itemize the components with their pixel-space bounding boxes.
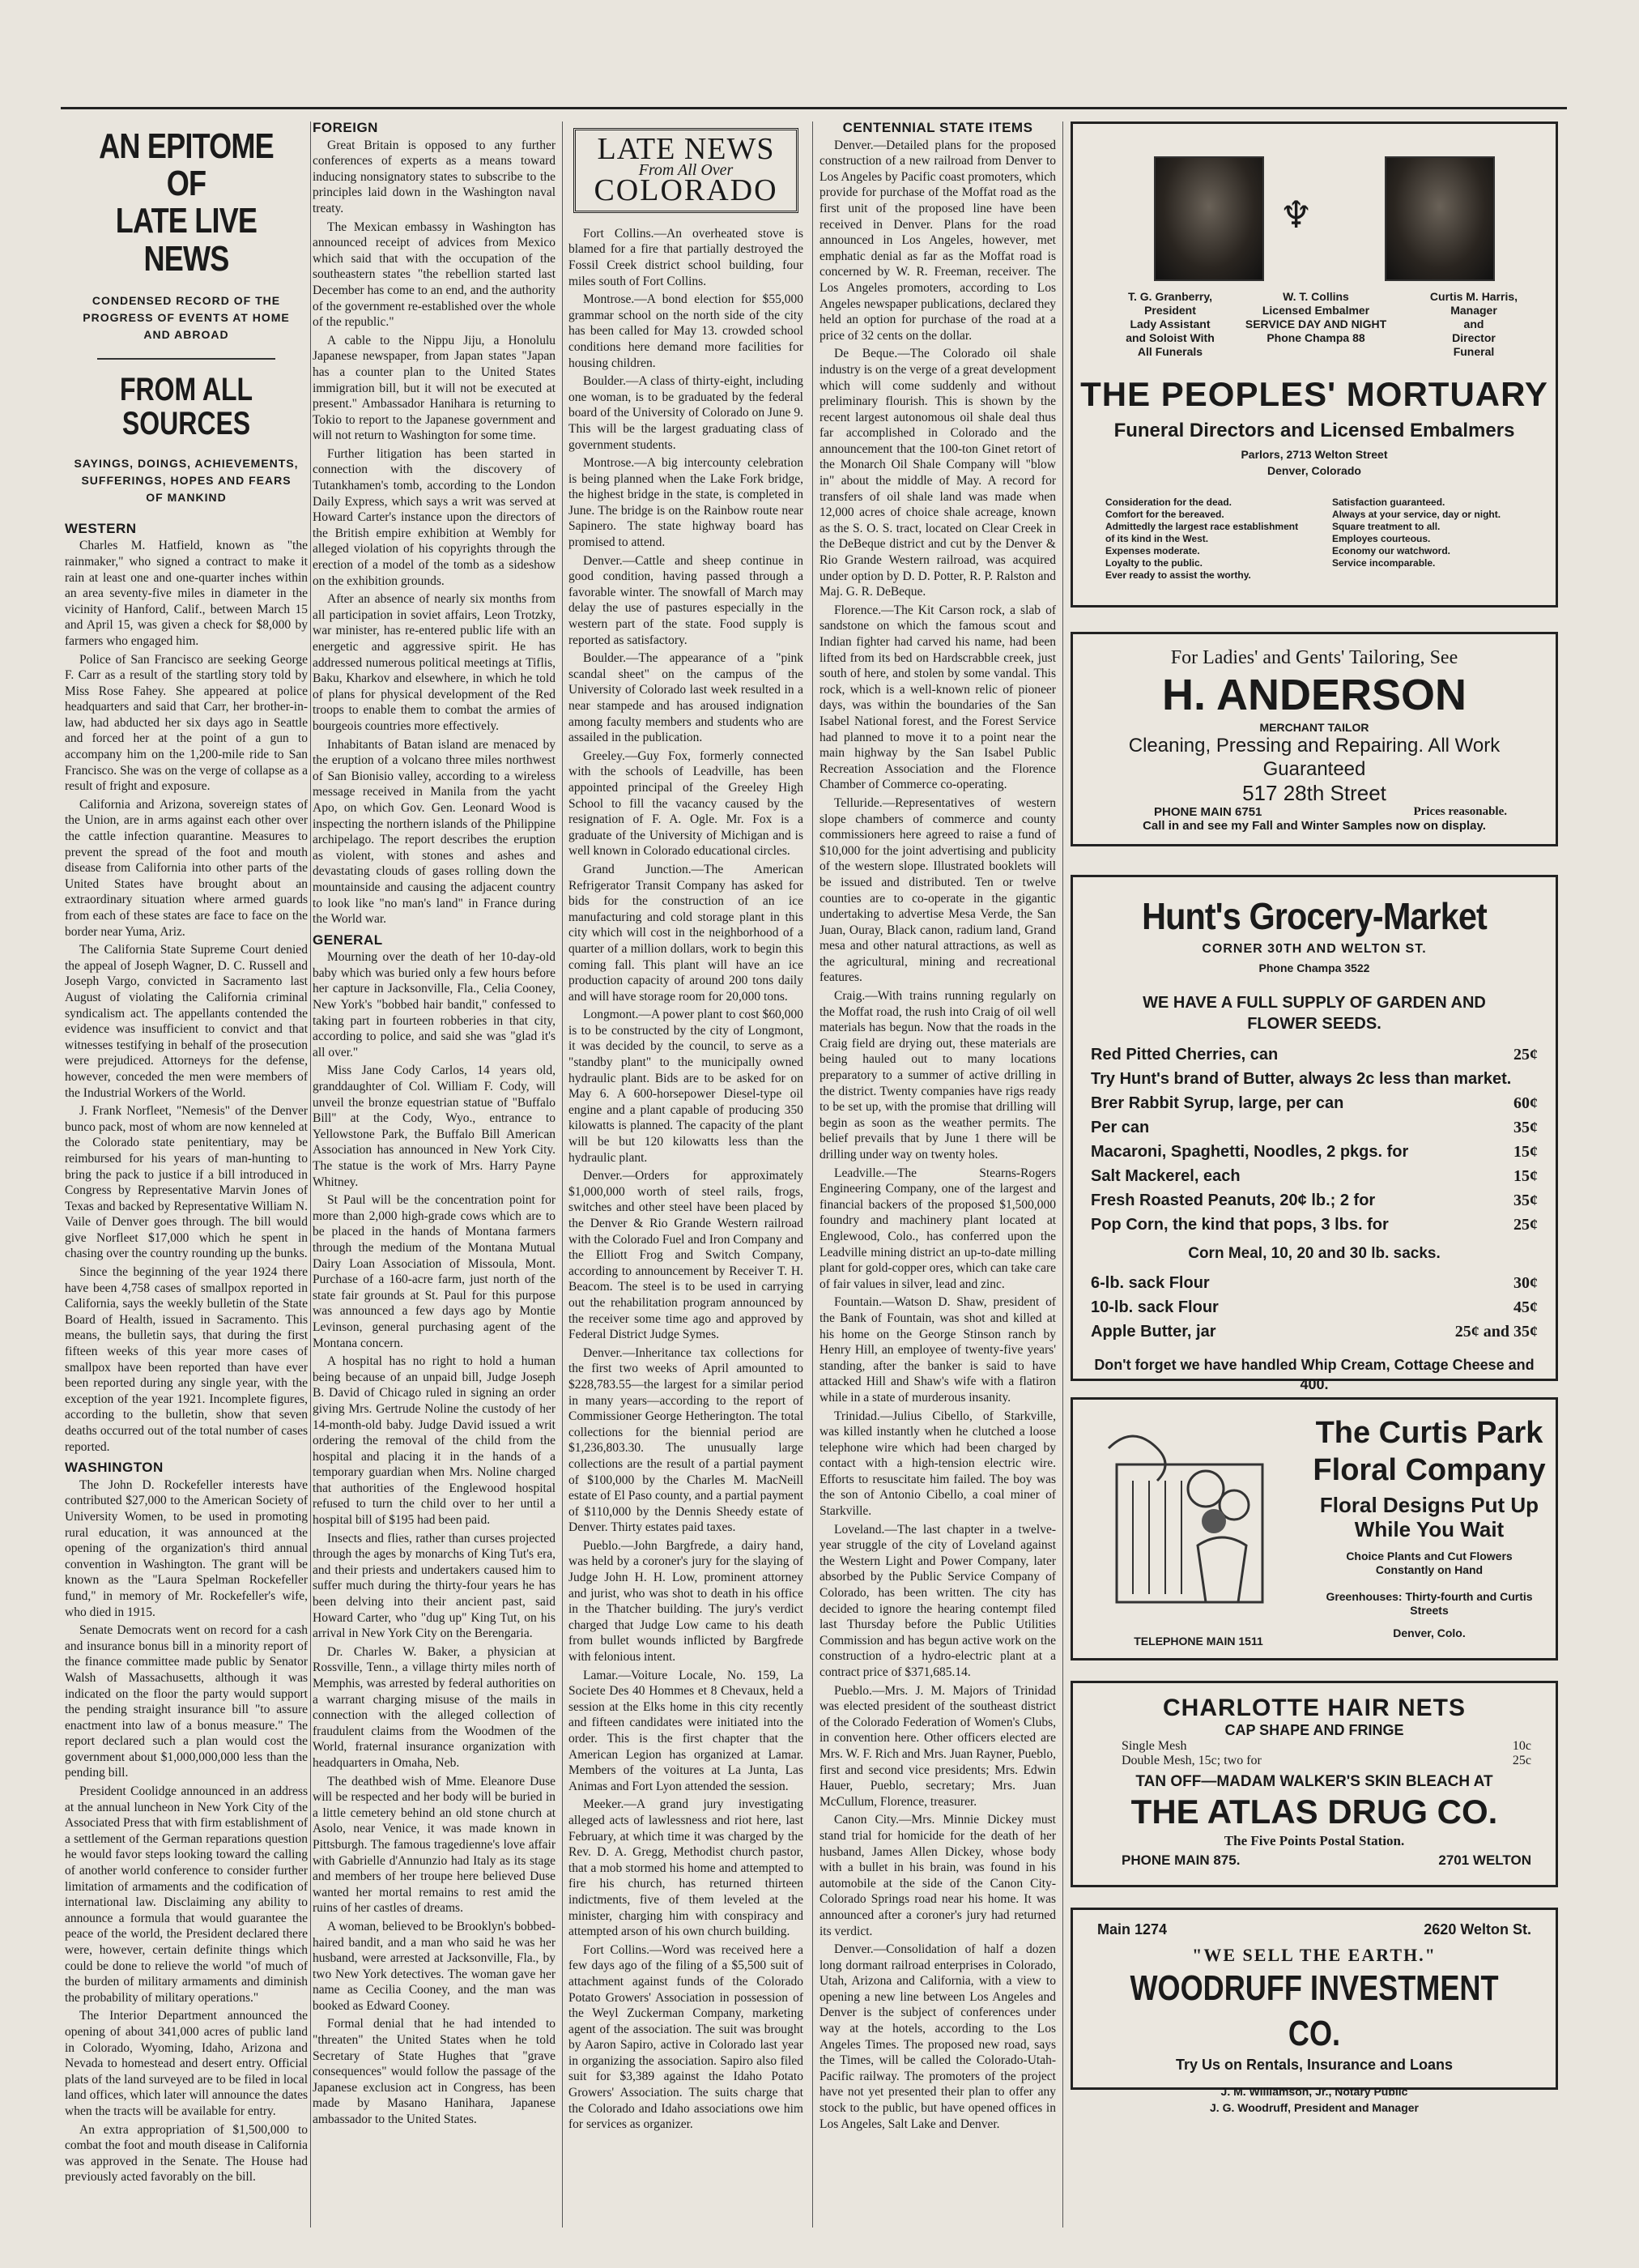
ad-peoples-mortuary xyxy=(1071,122,1558,608)
section-title-centennial: CENTENNIAL STATE ITEMS xyxy=(842,120,1033,135)
woodruff-slogan: "WE SELL THE EARTH." xyxy=(1192,1945,1437,1965)
article-paragraph: Leadville.—The Stearns-Rogers Engineering Company, one of the largest and financial backers of the proposed $1,500,000 foundry and machinery plant located at Englewood, Colo., has conferred upon the Leadville mining district an up-to-date milling plant for gold-copper ores, which can take care of fair values in silver, lead and zinc. xyxy=(820,1166,1056,1291)
article-paragraph: Telluride.—Representatives of western slope chambers of commerce and county commissioners here agreed to raise a fund of $10,000 for the joint advertising and publicity of the western slope. Illustrated booklets will be issued and distributed. Ten or twelve counties are to co-operate in the gigantic undertaking to advertise Mesa Verde, the San Juan, Ouray, Black canon, radium land, Grand mesa and other natural attractions, as well as the agricultural, mining and recreational features. xyxy=(820,795,1056,985)
hunts-supply: WE HAVE A FULL SUPPLY OF GARDEN AND FLOWER SEEDS. xyxy=(1143,994,1486,1033)
hunts-corner: CORNER 30TH AND WELTON ST. xyxy=(1202,942,1427,956)
woodruff-line: Try Us on Rentals, Insurance and Loans xyxy=(1175,2057,1454,2073)
ad-line: Satisfaction guaranteed. xyxy=(1332,497,1445,508)
item-name: Red Pitted Cherries, can xyxy=(1091,1046,1279,1064)
article-paragraph: Montrose.—A bond election for $55,000 grammar school on the north side of the city has been called for May 13. crowded school conditions here demand more facilities for housing children. xyxy=(568,292,803,370)
headline-2: FROM ALL SOURCES xyxy=(119,371,253,441)
article-paragraph: The California State Supreme Court denied the appeal of Joseph Wagner, D. C. Russell and Joseph Vargo, convicted in Sacramento last August of violating the California criminal syndicalism act. The appellants contended the evidence was insufficient to convict and that witnesses testifying in behalf of the prosecution were prejudiced. Attorneys for the defense, however, conceded the men were members of the Industrial Workers of the World. xyxy=(65,943,308,1100)
atlas-phone-row: PHONE MAIN 875. 2701 WELTON xyxy=(1122,1852,1531,1868)
ad-line: Ever ready to assist the worthy. xyxy=(1105,569,1251,581)
ad-line: Economy our watchword. xyxy=(1332,545,1451,556)
price-row xyxy=(1073,1295,1556,1319)
foreign-articles xyxy=(313,138,556,927)
western-articles xyxy=(65,538,308,1455)
article-paragraph: Craig.—With trains running regularly on the Moffat road, the rush into Craig of oil well materials has begun. Now that the roads in the Craig field are drying out, these materials are being hauled out to many locations preparatory to a summer of active drilling in the district. Twenty companies have rigs ready to be set up, with the promise that drilling will begin as soon as the weather permits. The belief prevails that by June 1 there will be drilling under way on twenty holes. xyxy=(820,989,1056,1162)
article-paragraph: Police of San Francisco are seeking George F. Carr as a result of the startling story told by Miss Rose Fahey. She appeared at police headquarters and said that Carr, her brother-in-law, had abducted her six days ago in Seattle and forced her at the point of a gun to accompany him on the 1,200-mile ride to San Francisco. She was on the verge of collapse as a result of fright and exposure. xyxy=(65,652,308,794)
article-paragraph: Denver.—Orders for approximately $1,000,000 worth of steel rails, frogs, switches and other steel have been placed by the Denver & Rio Grande Western railroad with the Colorado Fuel and Iron Company and the Elliott Frog and Switch Company, according to announcement by Receiver T. H. Beacom. The steel is to be used in carrying out the rehabilitation program announced by the receiver some time ago and approved by Federal District Judge Symes. xyxy=(568,1169,803,1342)
hunts-footer: Don't forget we have handled Whip Cream, Cottage Cheese and 400. xyxy=(1094,1357,1535,1392)
price-row xyxy=(1073,1188,1556,1213)
price-row xyxy=(1073,1067,1556,1091)
article-paragraph: Further litigation has been started in connection with the discovery of Tutankhamen's tomb, according to the London Daily Express, which says a writ was served at Howard Carter's instance upon the directors of the British empire exhibition at Wembly for alleged violation of his copyrights through the erection of a model of the tomb as a sideshow on the exhibition grounds. xyxy=(313,446,556,588)
article-paragraph: The John D. Rockefeller interests have contributed $27,000 to the American Society of University Women, to be used in promoting rural education, it was announced at the opening of the organization's third annual convention in Washington. The grant will be known as the "Laura Spelman Rockefeller fund," in memory of Mr. Rockefeller's wife, who died in 1915. xyxy=(65,1477,308,1619)
price-row xyxy=(1073,1115,1556,1140)
mortuary-address-2: Denver, Colorado xyxy=(1267,464,1361,477)
item-price: 25¢ and 35¢ xyxy=(1454,1323,1538,1341)
article-paragraph: Insects and flies, rather than curses projected through the ages by monarchs of King Tut's era, and their priests and undertakers caused him to suffer much during the thirty-four years he has been delving into their ancient past, said Howard Carter, who "dug up" King Tut, on his arrival in New York City on the Berengaria. xyxy=(313,1531,556,1641)
section-title-washington: WASHINGTON xyxy=(65,1460,164,1476)
column-3 xyxy=(568,120,803,2242)
general-articles xyxy=(313,949,556,2127)
mortuary-list-right xyxy=(1332,497,1535,569)
article-paragraph: Since the beginning of the year 1924 there have been 4,758 cases of smallpox reported in California, says the weekly bulletin of the State Board of Health, issued in Sacramento. This means, the bulletin says, that during the first fifteen weeks of this year more cases of smallpox have been reported than have ever been reported during any single year, with the exception of the year 1921. Incomplete figures, according to the bulletin, show that seven deaths occurred out of the total number of cases reported. xyxy=(65,1265,308,1454)
anderson-line-2: Cleaning, Pressing and Repairing. All Work xyxy=(1128,735,1501,757)
anderson-role: MERCHANT TAILOR xyxy=(1259,721,1369,734)
article-paragraph: St Paul will be the concentration point for more than 2,000 high-grade cows which are to be placed in the hands of Montana farmers through the medium of the Montana Mutual Dairy Loan Association of Missoula, Mont. Purchase of a 160-acre farm, just north of the state fair grounds at St. Paul for this purpose was announced a few days ago by Montie Levinson, general purchasing agent of the Montana concern. xyxy=(313,1193,556,1350)
item-name: Macaroni, Spaghetti, Noodles, 2 pkgs. for xyxy=(1091,1143,1409,1161)
article-paragraph: Meeker.—A grand jury investigating alleged acts of lawlessness and riot here, last February, at which time it was charged by the Rev. D. A. Gregg, Methodist church pastor, that a mob stormed his home and attempted to fire his church, has returned thirteen indictments, five of them leveled at the minister, charging him with conspiracy and attempted arson of his own church building. xyxy=(568,1797,803,1939)
portrait-photo xyxy=(1385,156,1495,281)
article-paragraph: A cable to the Nippu Jiju, a Honolulu Japanese newspaper, from Japan states "Japan has a counter plan to the United States immigration bill, but it will not be executed at present." Ambassador Hanihara is returning to Tokio to report to the Japanese government and will not return to Washington for some time. xyxy=(313,333,556,443)
hunts-phone: Phone Champa 3522 xyxy=(1258,961,1370,974)
article-paragraph: Denver.—Consolidation of half a dozen long dormant railroad enterprises in Colorado, Utah, Arizona and California, with a view to opening a new line between Los Angeles and Denver is the subject of conferences under way at the hotels, according to the Los Angeles Times. The proposed new road, says the Times, will be called the Colorado-Utah-Pacific railway. The promoters of the project have not yet presented their plan to offer any stock to the public, but have opened offices in Los Angeles, Salt Lake and Denver. xyxy=(820,1942,1056,2131)
colorado-articles xyxy=(568,226,803,2133)
article-paragraph: Pueblo.—John Bargfrede, a dairy hand, was held by a coroner's jury for the slaying of Judge John H. H. Low, prominent attorney and jurist, who was shot to death in his office in the Thatcher building. The jury's verdict charged that Judge Low came to his death from bullet wounds inflicted by Bargfrede with felonious intent. xyxy=(568,1538,803,1665)
woodruff-person-2: J. G. Woodruff, President and Manager xyxy=(1210,2101,1419,2114)
anderson-name: H. ANDERSON xyxy=(1161,671,1467,719)
anderson-phone-row: PHONE MAIN 6751 Prices reasonable. xyxy=(1154,805,1507,819)
ad-woodruff-investment xyxy=(1071,1908,1558,2114)
atlas-hairnets-sub: CAP SHAPE AND FRINGE xyxy=(1224,1722,1404,1738)
item-name: Pop Corn, the kind that pops, 3 lbs. for xyxy=(1091,1216,1389,1234)
article-paragraph: Montrose.—A big intercounty celebration is being planned when the Lake Fork bridge, the highest bridge in the state, is completed in June. The bridge is on the Rainbow route near Sapinero. The state highway board has promised to attend. xyxy=(568,456,803,550)
article-paragraph: Loveland.—The last chapter in a twelve-year struggle of the city of Loveland against the Western Light and Power Company, later absorbed by the Public Service Company of Colorado, has been written. The city has decided to ignore the hearing contempt filed last Thursday before the Public Utilities Commission and has begun active work on the construction of a hydro-electric plant at a contract price of $371,685.14. xyxy=(820,1522,1056,1679)
mortuary-title: THE PEOPLES' MORTUARY xyxy=(1080,375,1548,413)
woodruff-top-row: Main 1274 2620 Welton St. xyxy=(1097,1921,1531,1938)
floral-title: The Curtis Park Floral Company xyxy=(1313,1416,1546,1487)
floral-city: Denver, Colo. xyxy=(1393,1626,1466,1639)
flower-vase-illustration-icon xyxy=(1084,1416,1295,1626)
late-news-title: LATE NEWS xyxy=(597,132,775,166)
washington-articles xyxy=(65,1477,308,2185)
top-rule xyxy=(61,107,1567,109)
article-paragraph: Miss Jane Cody Carlos, 14 years old, granddaughter of Col. William F. Cody, will unveil the bronze equestrian statue of "Buffalo Bill" at the Cody, Wyo., entrance to Yellowstone Park, the Buffalo Bill American Association has announced in New York City. The statue is the work of Mrs. Harry Payne Whitney. xyxy=(313,1064,556,1189)
price-row xyxy=(1073,1091,1556,1115)
section-title-general: GENERAL xyxy=(313,932,383,948)
article-paragraph: Canon City.—Mrs. Minnie Dickey must stand trial for homicide for the death of her husband, James Allen Dickey, whose body with a bullet in his brain, was found in his automobile at the side of the Canon City-Colorado Springs road near his home. It was announced after a coroner's jury had returned its verdict. xyxy=(820,1813,1056,1938)
item-name: Apple Butter, jar xyxy=(1091,1323,1216,1341)
article-paragraph: Longmont.—A power plant to cost $60,000 is to be constructed by the city of Longmont, it was decided by the council, to serve as a "standby plant" to the municipally owned hydraulic plant. Bids are to be asked for on May 6. A 600-horsepower Diesel-type oil engine and a plant capable of producing 350 kilowatts is planned. The capacity of the plant will be but 120 kilowatts less than the hydraulic plant. xyxy=(568,1008,803,1165)
centennial-articles xyxy=(820,138,1056,2133)
article-paragraph: The Mexican embassy in Washington has announced receipt of advices from Mexico which said that with the occupation of the southeastern states "the rebellion started last December has come to an end, and the authority of the government re-established over the whole of the republic." xyxy=(313,220,556,330)
article-paragraph: Denver.—Detailed plans for the proposed construction of a new railroad from Denver to Los Angeles by Pacific coast promoters, which provide for purchase of the Moffat road as the first unit of the proposed line have been received in Denver. Plans for the road announced in Los Angeles, however, met emphatic denial as far as the Moffat road is concerned by W. R. Freeman, receiver. The Los Angeles promoters, according to Los Angeles newspaper publications, declared they held an option for purchase of the road at a price of 32 cents on the dollar. xyxy=(820,138,1056,343)
atlas-hairnets-title: CHARLOTTE HAIR NETS xyxy=(1163,1695,1466,1721)
article-paragraph: Formal denial that he had intended to "threaten" the United States when he told Secretary of State Hughes that "grave consequences" would follow the passage of the Japanese exclusion act in Congress, has been made by Masano Hanihara, Japanese ambassador to the United States. xyxy=(313,2017,556,2127)
headline xyxy=(87,128,286,278)
late-news-state: COLORADO xyxy=(594,173,778,208)
atlas-single-row: Single Mesh 10c xyxy=(1122,1739,1531,1753)
article-paragraph: Senate Democrats went on record for a cash and insurance bonus bill in a minority report of the finance committee made public by Senator Walsh of Massachusetts, although it was indicated on the floor the party would support the pending straight insurance bill "to assure enactment into law of a bonus measure." The report declared such a plan would cost the government about $1,000,000,000 less than the pending bill. xyxy=(65,1623,308,1780)
article-paragraph: President Coolidge announced in an address at the annual luncheon in New York City of the Associated Press that with firm establishment of a settlement of the German reparations question he would favor steps looking toward the calling of another world conference to consider further limitation of armaments and the codification of international law. Disclaiming any ability to announce a formula that would guarantee the peace of the world, the President declared there were, however, certain definite things which could be done to relieve the world "of much of the burden of military armaments and diminish the probability of military operations." xyxy=(65,1784,308,2005)
article-paragraph: Denver.—Cattle and sheep continue in good condition, having passed through a favorable winter. The snowfall of March may delay the use of pastures especially in the western part of the state. Food supply is reported as satisfactory. xyxy=(568,553,803,647)
article-paragraph: Fort Collins.—An overheated stove is blamed for a fire that partially destroyed the Fossil Creek district school building, four miles south of Fort Collins. xyxy=(568,226,803,288)
ad-h-anderson xyxy=(1071,632,1558,846)
ad-line: Comfort for the bereaved. xyxy=(1105,509,1224,520)
floral-lines: Choice Plants and Cut Flowers Constantly on Hand xyxy=(1346,1550,1513,1576)
article-paragraph: Fort Collins.—Word was received here a few days ago of the filing of a $5,500 suit of attachment against funds of the Colorado Potato Growers' Association in possession of the Weyl Zuckerman Company, marketing agent of the association. The suit was brought by Aaron Sapiro, active in Colorado last year in organizing the association. Sapiro also filed suit for $3,389 against the Idaho Potato Growers' Association. The suits charge that the Colorado and Idaho associations owe him for services as organizer. xyxy=(568,1942,803,2132)
article-paragraph: Mourning over the death of her 10-day-old baby which was buried only a few hours before her capture in Jacksonville, Fla., Celia Cooney, New York's "bobbed hair bandit," confessed to taking part in fourteen robberies in that city, according to police, and said she was "glad it's all over." xyxy=(313,950,556,1059)
column-rule xyxy=(812,122,813,2228)
item-name: Fresh Roasted Peanuts, 20¢ lb.; 2 for xyxy=(1091,1192,1376,1209)
ad-line: Square treatment to all. xyxy=(1332,521,1441,532)
atlas-tan-off: TAN OFF—MADAM WALKER'S SKIN BLEACH AT xyxy=(1135,1773,1493,1790)
person-1: T. G. Granberry, President Lady Assistant and Soloist With All Funerals xyxy=(1126,290,1215,358)
column-rule xyxy=(310,122,311,2228)
item-name: 6-lb. sack Flour xyxy=(1091,1274,1210,1292)
article-paragraph: J. Frank Norfleet, "Nemesis" of the Denver bunco pack, most of whom are now kenneled at the Colorado state penitentiary, may be reimbursed for his years of man-hunting to bring the pack to justice if a bill introduced in Congress by Representative Marvin Jones of Texas and backed by Representative William N. Vaile of Denver goes through. The bill would give Norfleet $17,000 which he spent in chasing over the country rounding up the bunks. xyxy=(65,1104,308,1261)
article-paragraph: A woman, believed to be Brooklyn's bobbed-haired bandit, and a man who said he was her husband, were arrested at Jacksonville, Fla., by two New York detectives. The woman gave her name as Cecilia Cooney, and the man was booked as Edward Cooney. xyxy=(313,1919,556,2013)
price-row xyxy=(1073,1042,1556,1067)
price-row xyxy=(1073,1164,1556,1188)
article-paragraph: California and Arizona, sovereign states of the Union, are in arms against each other over the cattle infection quarantine. Measures to prevent the spread of the foot and mouth disease from California into other parts of the United States have brought about an extraordinary situation where armed guards from each of these states are face to face on the border near Yuma, Ariz. xyxy=(65,797,308,939)
ad-line: Loyalty to the public. xyxy=(1105,557,1203,569)
anderson-intro: For Ladies' and Gents' Tailoring, See xyxy=(1170,647,1458,668)
article-paragraph: Inhabitants of Batan island are menaced by the eruption of a volcano three miles northwest of San Bionisio valley, according to a wireless message received in Manila from the yacht Apo, on which Gov. Gen. Leonard Wood is inspecting the northern islands of the Philippine archipelago. The report describes the eruption as violent, with stones and ashes and devastating clouds of gases rolling down the mountainside and causing the adjacent country to look like "no man's land" in France during the World war. xyxy=(313,737,556,927)
person-3: Curtis M. Harris, Manager and Director Funeral xyxy=(1429,290,1518,358)
article-paragraph: Grand Junction.—The American Refrigerator Transit Company has asked for bids for the construction of an ice manufacturing and cold storage plant in this city which will cost in the neighborhood of a quarter of a million dollars, work to begin this coming fall. This plant will have an ice production capacity of around 200 tons daily and will have storage room for 20,000 tons. xyxy=(568,862,803,1004)
mortuary-list-left xyxy=(1105,497,1308,582)
floral-tagline: Floral Designs Put Up While You Wait xyxy=(1319,1493,1539,1541)
subhead-2: SAYINGS, DOINGS, ACHIEVEMENTS, SUFFERINGS, HOPES AND FEARS OF MANKIND xyxy=(74,456,299,504)
column-1 xyxy=(65,120,308,2242)
article-paragraph: After an absence of nearly six months from all participation in soviet affairs, Leon Trotzky, war minister, has re-entered public life with an energetic and aggressive spirit. He has addressed numerous political meetings at Tiflis, Baku, Kharkov and elsewhere, in which he told of plans for physical development of the Red troops to enable them to combat the armies of bourgeois countries more effectively. xyxy=(313,592,556,733)
article-paragraph: Greeley.—Guy Fox, formerly connected with the schools of Leadville, has been appointed principal of the Greeley High School to fill the vacancy caused by the resignation of F. A. Ogle. Mr. Fox is a graduate of the University of Michigan and is well known in Colorado educational circles. xyxy=(568,748,803,859)
section-title-foreign: FOREIGN xyxy=(313,120,378,135)
headline-line-1: AN EPITOME OF xyxy=(99,126,274,204)
column-2 xyxy=(313,120,556,2242)
article-paragraph: Trinidad.—Julius Cibello, of Starkville, was killed instantly when he clutched a loose telephone wire which had been charged by contact with a high-tension electric wire. Efforts to resuscitate him failed. The boy was the son of Antonio Cibello, a coal miner of Starkville. xyxy=(820,1409,1056,1519)
late-news-subtitle: From All Over xyxy=(638,160,734,179)
woodruff-person-1: J. M. Williamson, Jr., Notary Public xyxy=(1220,2085,1408,2098)
article-paragraph: De Beque.—The Colorado oil shale industry is on the verge of a great development which will come suddenly and without preliminary flourish. This is shown by the recent largest autonomous oil shale deal thus far accomplished in Colorado and the announcement that the 100-ton Ginet retort of the Monarch Oil Shale Company will "blow in" about the middle of May. A record for transfers of oil shale land was made when 12,000 acres of choice shale acreage, known as the S. O. S. tract, located on Clear Creek in the DeBeque district and cut by the Denver & Rio Grande Western railroad, was acquired under option by D. D. Potter, R. P. Ralston and Maj. G. R. DeBeque. xyxy=(820,347,1056,599)
ad-hunts-grocery xyxy=(1071,875,1558,1392)
item-price: 25¢ xyxy=(1513,1216,1538,1234)
item-price: 15¢ xyxy=(1513,1167,1538,1185)
hunts-price-list-2 xyxy=(1073,1271,1556,1344)
price-row xyxy=(1073,1213,1556,1237)
article-paragraph: The Interior Department announced the opening of about 341,000 acres of public land in Colorado, Wyoming, Idaho, Arizona and Nevada to homestead and desert entry. Official plats of the land surveyed are to be filed in local land offices, which later will announce the dates when the tracts will be available for entry. xyxy=(65,2009,308,2118)
ad-line: Service incomparable. xyxy=(1332,557,1436,569)
article-paragraph: Lamar.—Voiture Locale, No. 159, La Societe Des 40 Hommes et 8 Chevaux, held a session at the Elks home in this city recently and fifteen candidates were initiated into the order. This is the first chapter that the American Legion has organized at Lamar. Members of the voitures at La Junta, Las Animas and Fort Lyon attended the session. xyxy=(568,1668,803,1793)
item-price: 30¢ xyxy=(1513,1274,1538,1292)
section-title-western: WESTERN xyxy=(65,520,137,536)
anderson-line-3: Guaranteed xyxy=(1262,758,1366,780)
column-rule xyxy=(1062,122,1063,2228)
item-price: 15¢ xyxy=(1513,1143,1538,1161)
article-paragraph: Great Britain is opposed to any further conferences of experts as a means toward inducing nonsignatory states to subscribe to the principles laid down in the Washington naval treaty. xyxy=(313,138,556,215)
article-paragraph: Dr. Charles W. Baker, a physician at Rossville, Tenn., a village thirty miles north of Memphis, was arrested by federal authorities on a warrant charging misuse of the mails in connection with the alleged collection of fraudulent claims from the Woodmen of the World, fraternal insurance organization with headquarters in Omaha, Neb. xyxy=(313,1644,556,1770)
item-name: Per can xyxy=(1091,1119,1150,1136)
price-row xyxy=(1073,1271,1556,1295)
item-name: 10-lb. sack Flour xyxy=(1091,1298,1219,1316)
price-row xyxy=(1073,1319,1556,1344)
item-price: 45¢ xyxy=(1513,1298,1538,1316)
article-paragraph: A hospital has no right to hold a human being because of an unpaid bill, Judge Joseph B. David of Chicago ruled in signing an order giving Mrs. Gertrude Noline the custody of her 14-month-old baby. Judge David issued a writ ordering the removal of the child from the hospital and placing it in the hands of a temporary guardian when Mrs. Noline charged that authorities of the Englewood hospital refused to turn the child over to her until a hospital bill of $195 had been paid. xyxy=(313,1354,556,1528)
person-2: W. T. Collins Licensed Embalmer SERVICE DAY AND NIGHT Phone Champa 88 xyxy=(1245,290,1387,344)
anderson-line-4: Call in and see my Fall and Winter Samples now on display. xyxy=(1143,819,1486,833)
ad-atlas-drug xyxy=(1071,1681,1558,1887)
headline-line-2: LATE LIVE NEWS xyxy=(115,201,258,279)
mortuary-subtitle: Funeral Directors and Licensed Embalmers xyxy=(1113,420,1515,441)
item-price: 35¢ xyxy=(1513,1119,1538,1136)
item-price: 25¢ xyxy=(1513,1046,1538,1064)
article-paragraph: The deathbed wish of Mme. Eleanore Duse will be respected and her body will be buried in a little cemetery behind an old stone church at Asolo, near Venice, it was made known in Pittsburgh. The famous tragedienne's love affair with Gabrielle d'Annunzio had Italy as its stage and members of her troupe here believed Duse wanted her mortal remains to rest amid the ruins of her castles of dreams. xyxy=(313,1774,556,1916)
price-row xyxy=(1073,1140,1556,1164)
hunts-cornmeal: Corn Meal, 10, 20 and 30 lb. sacks. xyxy=(1188,1245,1441,1262)
ad-curtis-park-floral xyxy=(1071,1397,1558,1660)
article-paragraph: Florence.—The Kit Carson rock, a slab of sandstone on which the famous scout and Indian fighter had carved his name, had been lifted from its bed on Hardscrabble creek, just south of here, and stolen by some vandal. This rock, which is a well-known relic of pioneer days, was within the boundaries of the San Isabel National forest, and the Forest Service had planned to move it to a point near the main highway by the San Isabel Public Recreation Association and the Florence Chamber of Commerce co-operating. xyxy=(820,603,1056,792)
ad-line: Admittedly the largest race establishment of its kind in the West. xyxy=(1105,521,1299,544)
emblem-icon: ♆ xyxy=(1279,194,1313,236)
anderson-address: 517 28th Street xyxy=(1242,781,1386,805)
ad-line: Employes courteous. xyxy=(1332,533,1431,544)
divider xyxy=(97,358,275,360)
ad-line: Consideration for the dead. xyxy=(1105,497,1232,508)
hunts-title: Hunt's Grocery-Market xyxy=(1142,895,1487,937)
late-news-box xyxy=(573,128,798,213)
column-4 xyxy=(820,120,1056,2242)
article-paragraph: Boulder.—A class of thirty-eight, including one woman, is to be graduated by the federal board of the University of Colorado on June 9. This will be the largest graduating class of government students. xyxy=(568,374,803,452)
atlas-station: The Five Points Postal Station. xyxy=(1224,1833,1405,1848)
mortuary-address-1: Parlors, 2713 Welton Street xyxy=(1241,448,1388,461)
floral-greenhouses: Greenhouses: Thirty-fourth and Curtis Streets xyxy=(1326,1590,1533,1617)
item-price: 35¢ xyxy=(1513,1192,1538,1209)
portrait-photo xyxy=(1154,156,1264,281)
article-paragraph: Charles M. Hatfield, known as "the rainmaker," who signed a contract to make it rain at least one and one-quarter inches within an area seventy-five miles in diameter in the vicinity of Hanford, Calif., between March 15 and April 15, was given a check for $8,000 by farmers who engaged him. xyxy=(65,539,308,648)
woodruff-name: WOODRUFF INVESTMENT CO. xyxy=(1130,1968,1499,2053)
article-paragraph: Boulder.—The appearance of a "pink scandal sheet" on the campus of the University of Colorado last week resulted in a near stampede and has aroused indignation among faculty members and students who are assailed in the publication. xyxy=(568,651,803,745)
hunts-price-list xyxy=(1073,1042,1556,1237)
article-paragraph: An extra appropriation of $1,500,000 to combat the foot and mouth disease in California was approved in the Senate. The House had previously acted favorably on the bill. xyxy=(65,2122,308,2185)
ad-line: Always at your service, day or night. xyxy=(1332,509,1501,520)
ad-line: Expenses moderate. xyxy=(1105,545,1200,556)
column-rule xyxy=(562,122,563,2228)
item-price: 60¢ xyxy=(1513,1094,1538,1112)
item-name: Brer Rabbit Syrup, large, per can xyxy=(1091,1094,1344,1112)
article-paragraph: Fountain.—Watson D. Shaw, president of the Bank of Fountain, was shot and killed at his home on the George Stinson ranch by Henry Hill, an employee of twenty-five years' standing, after the banker is said to have attacked Hill and Shaw's wife with a flatiron while in a state of murderous insanity. xyxy=(820,1295,1056,1405)
atlas-double-row: Double Mesh, 15c; two for 25c xyxy=(1122,1754,1531,1767)
atlas-name: THE ATLAS DRUG CO. xyxy=(1130,1793,1498,1831)
subhead-1: CONDENSED RECORD OF THE PROGRESS OF EVENTS AT HOME AND ABROAD xyxy=(83,293,290,341)
item-name: Try Hunt's brand of Butter, always 2c less than market. xyxy=(1091,1070,1512,1088)
article-paragraph: Pueblo.—Mrs. J. M. Majors of Trinidad was elected president of the southeast district of the Colorado Federation of Women's Clubs, in convention here. Other officers elected are Mrs. W. F. Rich and Mrs. Juan Rayner, Pueblo, first and second vice presidents; Mrs. Edwin Hauer, Pueblo, secretary; Mrs. Juan McCullum, Florence, treasurer. xyxy=(820,1683,1056,1809)
article-paragraph: Denver.—Inheritance tax collections for the first two weeks of April amounted to $228,783.55—the largest for a similar period in many years—according to the report of Commissioner George Hetherington. The total collections for the biennial period are $1,236,803.30. The unusually large collections are the result of a partial payment of $100,000 by the Charles M. MacNeill estate of El Paso county, and a partial payment of $110,000 by the Dennis Sheedy estate of Denver. Thirty estates paid taxes. xyxy=(568,1345,803,1535)
floral-phone: TELEPHONE MAIN 1511 xyxy=(1134,1635,1263,1648)
item-name: Salt Mackerel, each xyxy=(1091,1167,1241,1185)
